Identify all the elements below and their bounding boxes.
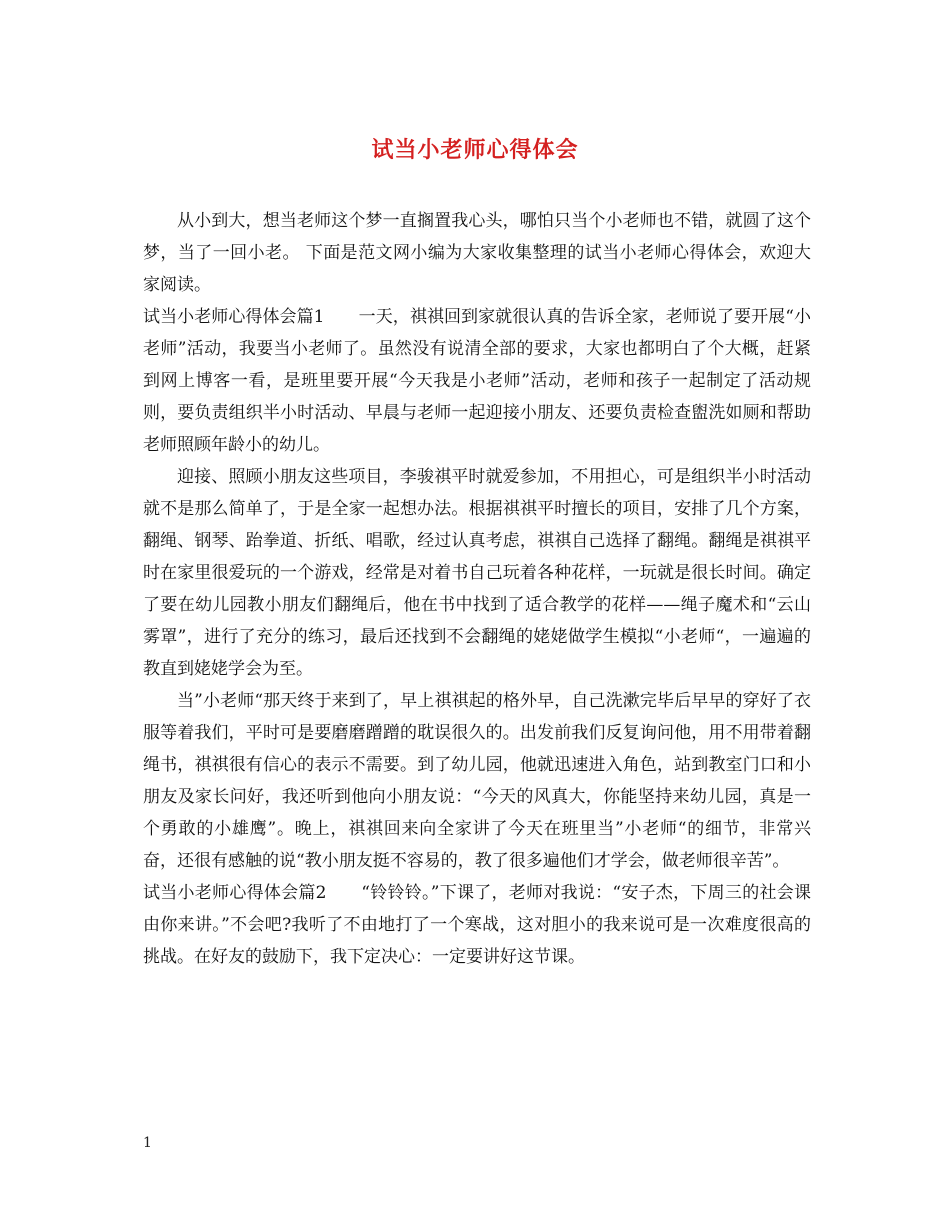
paragraph-intro: 从小到大，想当老师这个梦一直搁置我心头，哪怕只当个小老师也不错，就圆了这个梦，当了一回小老。 下面是范文网小编为大家收集整理的试当小老师心得体会，欢迎大家阅读。 — [143, 211, 811, 295]
page-title: 试当小老师心得体会 — [371, 137, 579, 163]
paragraph-essay-2-start: 试当小老师心得体会篇2 “铃铃铃。”下课了，老师对我说：“安子杰，下周三的社会课由你来讲。”不会吧?我听了不由地打了一个寒战，这对胆小的我来说可是一次难度很高的挑战。在好友的鼓励下，我下定决心：一定要讲好这节课。 — [143, 883, 811, 967]
paragraph-essay-1-start: 试当小老师心得体会篇1 一天，祺祺回到家就很认真的告诉全家，老师说了要开展“小老师”活动，我要当小老师了。虽然没有说清全部的要求，大家也都明白了个大概，赶紧到网上博客一看，是班里要开展“今天我是小老师”活动，老师和孩子一起制定了活动规则，要负责组织半小时活动、早晨与老师一起迎接小朋友、还要负责检查盥洗如厕和帮助老师照顾年龄小的幼儿。 — [143, 307, 811, 455]
page-number: 1 — [143, 1135, 152, 1151]
document-body — [143, 205, 811, 973]
paragraph-essay-1-preparation: 迎接、照顾小朋友这些项目，李骏祺平时就爱参加，不用担心，可是组织半小时活动就不是那么简单了，于是全家一起想办法。根据祺祺平时擅长的项目，安排了几个方案，翻绳、钢琴、跆拳道、折纸、唱歌，经过认真考虑，祺祺自己选择了翻绳。翻绳是祺祺平时在家里很爱玩的一个游戏，经常是对着书自己玩着各种花样，一玩就是很长时间。确定了要在幼儿园教小朋友们翻绳后，他在书中找到了适合教学的花样——绳子魔术和“云山雾罩”，进行了充分的练习，最后还找到不会翻绳的姥姥做学生模拟“小老师“，一遍遍的教直到姥姥学会为至。 — [143, 467, 811, 679]
paragraph-essay-1-day: 当”小老师“那天终于来到了，早上祺祺起的格外早，自己洗漱完毕后早早的穿好了衣服等着我们，平时可是要磨磨蹭蹭的耽误很久的。出发前我们反复询问他，用不用带着翻绳书，祺祺很有信心的表示不需要。到了幼儿园，他就迅速进入角色，站到教室门口和小朋友及家长问好，我还听到他向小朋友说：“今天的风真大，你能坚持来幼儿园，真是一个勇敢的小雄鹰”。晚上，祺祺回来向全家讲了今天在班里当”小老师“的细节，非常兴奋，还很有感触的说“教小朋友挺不容易的，教了很多遍他们才学会，做老师很辛苦”。 — [143, 691, 811, 871]
